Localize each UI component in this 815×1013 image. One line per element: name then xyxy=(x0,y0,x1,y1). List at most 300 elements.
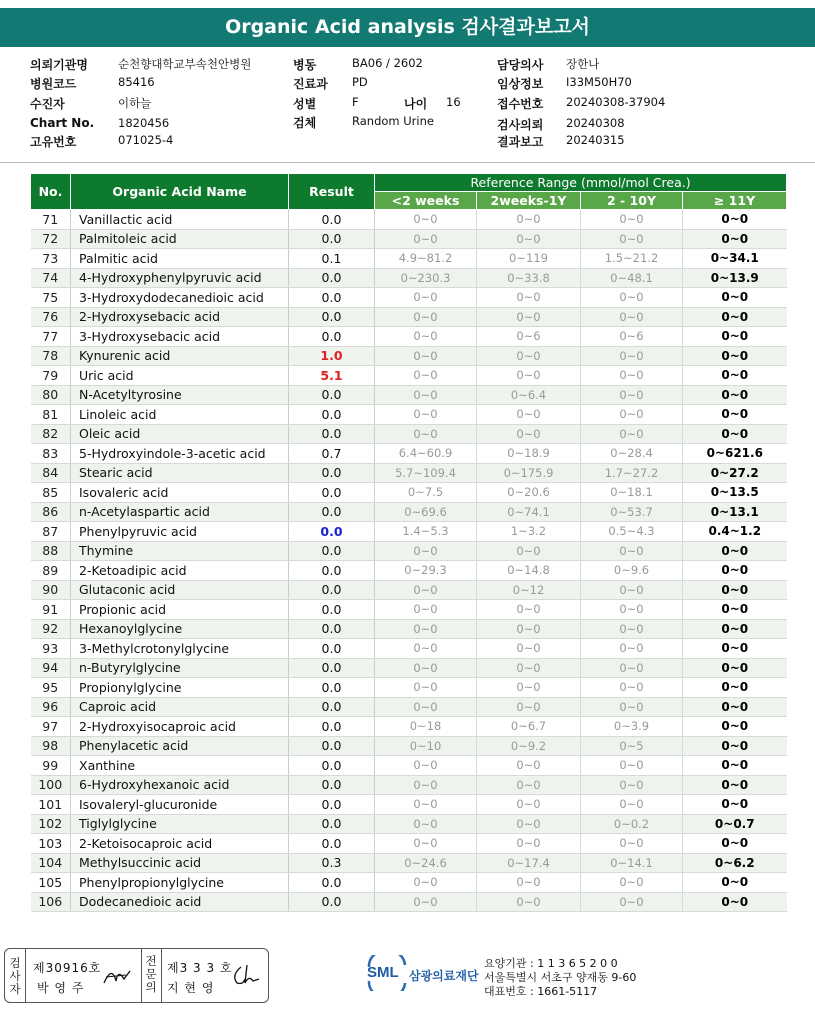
ref-under-2w: 0~0 xyxy=(375,366,477,386)
table-row xyxy=(31,658,787,678)
code-label: 병원코드 xyxy=(30,77,77,91)
result-text: 0.0 xyxy=(321,796,342,812)
acid-name: 4-Hydroxyphenylpyruvic acid xyxy=(71,268,289,288)
ref-under-2w: 0~69.6 xyxy=(375,502,477,522)
result-value xyxy=(289,697,375,717)
results-table xyxy=(30,173,787,912)
ref-2w-1y: 0~0 xyxy=(477,229,581,249)
ref-2w-1y: 0~0 xyxy=(477,658,581,678)
result-text: 0.1 xyxy=(321,250,342,266)
result-value xyxy=(289,580,375,600)
result-value xyxy=(289,736,375,756)
ref-2-10y: 0~9.6 xyxy=(581,561,683,581)
acid-name: Propionylglycine xyxy=(71,678,289,698)
ref-11y-plus: 0~6.2 xyxy=(683,853,787,873)
ref-11y-plus: 0~0 xyxy=(683,229,787,249)
examiner-label: 검사자 xyxy=(9,956,21,996)
row-number: 71 xyxy=(31,210,71,230)
unique-value: 071025-4 xyxy=(118,133,174,147)
care-code: 요양기관 : 1 1 3 6 5 2 0 0 xyxy=(484,957,618,970)
row-number: 94 xyxy=(31,658,71,678)
row-number: 74 xyxy=(31,268,71,288)
ref-2w-1y: 0~17.4 xyxy=(477,853,581,873)
ref-2w-1y: 0~119 xyxy=(477,249,581,269)
ref-11y-plus: 0~0 xyxy=(683,580,787,600)
col-header-result: Result xyxy=(289,174,375,210)
acid-name: 2-Hydroxyisocaproic acid xyxy=(71,717,289,737)
specialist-signature xyxy=(229,961,265,989)
result-text: 0.0 xyxy=(321,699,342,715)
ref-11y-plus: 0~0 xyxy=(683,385,787,405)
table-row xyxy=(31,288,787,308)
unique-label: 고유번호 xyxy=(30,135,77,149)
acid-name: Isovaleryl-glucuronide xyxy=(71,795,289,815)
result-value xyxy=(289,288,375,308)
result-value xyxy=(289,600,375,620)
ref-under-2w: 0~10 xyxy=(375,736,477,756)
ref-2-10y: 0~0 xyxy=(581,307,683,327)
result-text: 0.0 xyxy=(321,874,342,890)
ref-2w-1y: 0~0 xyxy=(477,678,581,698)
acid-name: n-Butyrylglycine xyxy=(71,658,289,678)
acid-name: Caproic acid xyxy=(71,697,289,717)
table-row xyxy=(31,522,787,542)
acid-name: Thymine xyxy=(71,541,289,561)
table-row xyxy=(31,327,787,347)
result-value xyxy=(289,853,375,873)
ref-2w-1y: 0~12 xyxy=(477,580,581,600)
acid-name: Oleic acid xyxy=(71,424,289,444)
ref-2-10y: 0~0 xyxy=(581,658,683,678)
ref-11y-plus: 0~621.6 xyxy=(683,444,787,464)
table-row xyxy=(31,385,787,405)
ref-11y-plus: 0~0 xyxy=(683,775,787,795)
result-text: 0.0 xyxy=(321,328,342,344)
ref-2-10y: 0~28.4 xyxy=(581,444,683,464)
acid-name: Tiglylglycine xyxy=(71,814,289,834)
ref-2-10y: 0~0 xyxy=(581,697,683,717)
acid-name: Stearic acid xyxy=(71,463,289,483)
table-row xyxy=(31,346,787,366)
ref-under-2w: 0~0 xyxy=(375,405,477,425)
ref-2-10y: 0~0 xyxy=(581,600,683,620)
table-row xyxy=(31,580,787,600)
result-text: 0.0 xyxy=(321,211,342,227)
ref-2w-1y: 0~0 xyxy=(477,541,581,561)
divider xyxy=(161,949,162,1002)
table-row xyxy=(31,541,787,561)
result-text: 0.0 xyxy=(321,757,342,773)
table-row xyxy=(31,639,787,659)
row-number: 85 xyxy=(31,483,71,503)
result-value xyxy=(289,229,375,249)
ref-2w-1y: 1~3.2 xyxy=(477,522,581,542)
age-label: 나이 xyxy=(404,97,428,111)
ref-2w-1y: 0~0 xyxy=(477,307,581,327)
ref-2-10y: 0~5 xyxy=(581,736,683,756)
ref-2w-1y: 0~0 xyxy=(477,873,581,893)
table-row xyxy=(31,561,787,581)
code-value: 85416 xyxy=(118,75,155,89)
receipt-label: 접수번호 xyxy=(497,97,544,111)
row-number: 96 xyxy=(31,697,71,717)
request-value: 20240308 xyxy=(566,116,625,130)
result-text: 0.0 xyxy=(321,309,342,325)
row-number: 95 xyxy=(31,678,71,698)
ref-2-10y: 0~0 xyxy=(581,756,683,776)
acid-name: Isovaleric acid xyxy=(71,483,289,503)
result-text: 0.0 xyxy=(321,270,342,286)
table-row xyxy=(31,366,787,386)
ref-2-10y: 0.5~4.3 xyxy=(581,522,683,542)
result-text: 0.0 xyxy=(321,406,342,422)
ref-under-2w: 0~0 xyxy=(375,678,477,698)
ref-2w-1y: 0~33.8 xyxy=(477,268,581,288)
ref-2w-1y: 0~0 xyxy=(477,424,581,444)
acid-name: Hexanoylglycine xyxy=(71,619,289,639)
col-header-reference: Reference Range (mmol/mol Crea.) xyxy=(375,174,787,192)
acid-name: 3-Hydroxysebacic acid xyxy=(71,327,289,347)
ref-2-10y: 0~0 xyxy=(581,892,683,912)
ref-2-10y: 0~0 xyxy=(581,541,683,561)
result-text: 0.0 xyxy=(321,504,342,520)
ref-under-2w: 0~7.5 xyxy=(375,483,477,503)
ref-2w-1y: 0~20.6 xyxy=(477,483,581,503)
clinical-label: 임상정보 xyxy=(497,77,544,91)
result-value xyxy=(289,717,375,737)
row-number: 97 xyxy=(31,717,71,737)
ref-under-2w: 0~29.3 xyxy=(375,561,477,581)
ref-under-2w: 0~0 xyxy=(375,385,477,405)
contact-info xyxy=(484,957,636,999)
row-number: 86 xyxy=(31,502,71,522)
ref-2w-1y: 0~0 xyxy=(477,697,581,717)
acid-name: Phenylpropionylglycine xyxy=(71,873,289,893)
address: 서울특별시 서초구 양재동 9-60 xyxy=(484,971,637,984)
ref-11y-plus: 0~13.5 xyxy=(683,483,787,503)
row-number: 72 xyxy=(31,229,71,249)
acid-name: N-Acetyltyrosine xyxy=(71,385,289,405)
ref-11y-plus: 0~0 xyxy=(683,424,787,444)
result-value xyxy=(289,795,375,815)
ref-2w-1y: 0~18.9 xyxy=(477,444,581,464)
ref-2w-1y: 0~0 xyxy=(477,756,581,776)
ref-2-10y: 0~0 xyxy=(581,619,683,639)
result-text: 0.0 xyxy=(321,231,342,247)
result-text: 0.0 xyxy=(321,465,342,481)
ref-under-2w: 0~0 xyxy=(375,541,477,561)
ref-2w-1y: 0~0 xyxy=(477,288,581,308)
ref-11y-plus: 0~0 xyxy=(683,697,787,717)
ref-11y-plus: 0~27.2 xyxy=(683,463,787,483)
acid-name: Vanillactic acid xyxy=(71,210,289,230)
acid-name: 3-Hydroxydodecanedioic acid xyxy=(71,288,289,308)
examiner-signature xyxy=(100,961,136,989)
table-row xyxy=(31,697,787,717)
table-row xyxy=(31,853,787,873)
acid-name: Phenylpyruvic acid xyxy=(71,522,289,542)
result-value xyxy=(289,483,375,503)
ref-2-10y: 1.7~27.2 xyxy=(581,463,683,483)
result-value xyxy=(289,424,375,444)
result-value xyxy=(289,385,375,405)
specialist-no: 제3 3 3 호 xyxy=(167,961,233,975)
row-number: 84 xyxy=(31,463,71,483)
result-text: 0.0 xyxy=(321,894,342,910)
ref-under-2w: 0~0 xyxy=(375,346,477,366)
result-value xyxy=(289,366,375,386)
divider xyxy=(25,949,26,1002)
ref-11y-plus: 0~0 xyxy=(683,366,787,386)
result-value xyxy=(289,249,375,269)
receipt-value: 20240308-37904 xyxy=(566,95,666,109)
table-row xyxy=(31,463,787,483)
result-text: 0.0 xyxy=(321,816,342,832)
table-row xyxy=(31,892,787,912)
acid-name: Propionic acid xyxy=(71,600,289,620)
ref-11y-plus: 0~0 xyxy=(683,678,787,698)
ref-under-2w: 0~18 xyxy=(375,717,477,737)
ref-2w-1y: 0~0 xyxy=(477,892,581,912)
ref-2-10y: 1.5~21.2 xyxy=(581,249,683,269)
ref-under-2w: 0~0 xyxy=(375,658,477,678)
table-row xyxy=(31,795,787,815)
row-number: 80 xyxy=(31,385,71,405)
clinical-value: I33M50H70 xyxy=(566,75,632,89)
sex-value: F xyxy=(352,95,359,109)
result-value xyxy=(289,619,375,639)
row-number: 81 xyxy=(31,405,71,425)
table-row xyxy=(31,814,787,834)
ref-under-2w: 0~0 xyxy=(375,834,477,854)
ref-2-10y: 0~0 xyxy=(581,678,683,698)
ref-2-10y: 0~18.1 xyxy=(581,483,683,503)
ref-under-2w: 1.4~5.3 xyxy=(375,522,477,542)
specimen-label: 검체 xyxy=(293,116,317,130)
results-body xyxy=(31,210,787,912)
result-text: 0.0 xyxy=(320,523,343,539)
result-value xyxy=(289,561,375,581)
acid-name: Kynurenic acid xyxy=(71,346,289,366)
specialist-label: 전문의 xyxy=(145,954,157,994)
row-number: 93 xyxy=(31,639,71,659)
result-text: 0.0 xyxy=(321,426,342,442)
result-value xyxy=(289,405,375,425)
result-value xyxy=(289,522,375,542)
patient-label: 수진자 xyxy=(30,97,65,111)
ref-11y-plus: 0~0 xyxy=(683,541,787,561)
ref-2-10y: 0~0 xyxy=(581,366,683,386)
result-value xyxy=(289,639,375,659)
result-text: 0.0 xyxy=(321,543,342,559)
table-row xyxy=(31,424,787,444)
acid-name: Palmitic acid xyxy=(71,249,289,269)
ref-2-10y: 0~0 xyxy=(581,795,683,815)
ref-under-2w: 6.4~60.9 xyxy=(375,444,477,464)
doctor-value: 장한나 xyxy=(566,57,600,71)
table-row xyxy=(31,444,787,464)
table-row xyxy=(31,600,787,620)
specimen-value: Random Urine xyxy=(352,114,434,128)
table-row xyxy=(31,834,787,854)
ref-under-2w: 0~230.3 xyxy=(375,268,477,288)
result-text: 0.3 xyxy=(321,855,342,871)
col-header-name: Organic Acid Name xyxy=(71,174,289,210)
acid-name: Palmitoleic acid xyxy=(71,229,289,249)
col-header-no: No. xyxy=(31,174,71,210)
ref-11y-plus: 0~0 xyxy=(683,834,787,854)
ref-col-2-10y: 2 - 10Y xyxy=(581,192,683,210)
result-text: 0.0 xyxy=(321,484,342,500)
ref-under-2w: 0~0 xyxy=(375,639,477,659)
ref-under-2w: 0~0 xyxy=(375,775,477,795)
row-number: 90 xyxy=(31,580,71,600)
ward-value: BA06 / 2602 xyxy=(352,56,423,70)
row-number: 87 xyxy=(31,522,71,542)
result-text: 0.0 xyxy=(321,835,342,851)
ref-11y-plus: 0.4~1.2 xyxy=(683,522,787,542)
examiner-no: 제30916호 xyxy=(33,961,102,975)
row-number: 73 xyxy=(31,249,71,269)
ref-2w-1y: 0~9.2 xyxy=(477,736,581,756)
acid-name: Linoleic acid xyxy=(71,405,289,425)
ref-under-2w: 0~0 xyxy=(375,580,477,600)
ref-2-10y: 0~0 xyxy=(581,210,683,230)
signature-box xyxy=(4,948,269,1003)
ref-11y-plus: 0~0 xyxy=(683,561,787,581)
table-row xyxy=(31,307,787,327)
ref-2-10y: 0~0 xyxy=(581,288,683,308)
ref-2-10y: 0~3.9 xyxy=(581,717,683,737)
result-value xyxy=(289,873,375,893)
ref-11y-plus: 0~0 xyxy=(683,307,787,327)
acid-name: n-Acetylaspartic acid xyxy=(71,502,289,522)
org-name: 삼광의료재단 xyxy=(409,969,479,983)
logo-text: SML xyxy=(367,964,399,981)
result-value xyxy=(289,834,375,854)
ref-col-2w-1y: 2weeks-1Y xyxy=(477,192,581,210)
result-value xyxy=(289,268,375,288)
row-number: 102 xyxy=(31,814,71,834)
ref-under-2w: 4.9~81.2 xyxy=(375,249,477,269)
ref-2w-1y: 0~74.1 xyxy=(477,502,581,522)
ref-11y-plus: 0~0 xyxy=(683,346,787,366)
acid-name: Xanthine xyxy=(71,756,289,776)
request-label: 검사의뢰 xyxy=(497,118,544,132)
dept-value: PD xyxy=(352,75,368,89)
result-value xyxy=(289,444,375,464)
acid-name: Glutaconic acid xyxy=(71,580,289,600)
report-date-value: 20240315 xyxy=(566,133,625,147)
ref-11y-plus: 0~13.1 xyxy=(683,502,787,522)
acid-name: 6-Hydroxyhexanoic acid xyxy=(71,775,289,795)
ref-2-10y: 0~0 xyxy=(581,580,683,600)
ref-under-2w: 0~0 xyxy=(375,619,477,639)
patient-value: 이하늘 xyxy=(118,96,152,110)
patient-info xyxy=(0,52,815,152)
hospital-label: 의뢰기관명 xyxy=(30,58,88,72)
result-text: 0.0 xyxy=(321,289,342,305)
ref-11y-plus: 0~34.1 xyxy=(683,249,787,269)
result-text: 0.0 xyxy=(321,640,342,656)
acid-name: Methylsuccinic acid xyxy=(71,853,289,873)
specialist-name: 지 현 영 xyxy=(167,981,215,995)
ref-2w-1y: 0~6.4 xyxy=(477,385,581,405)
row-number: 100 xyxy=(31,775,71,795)
ref-under-2w: 0~0 xyxy=(375,756,477,776)
row-number: 78 xyxy=(31,346,71,366)
row-number: 89 xyxy=(31,561,71,581)
result-text: 0.0 xyxy=(321,582,342,598)
ref-under-2w: 0~0 xyxy=(375,873,477,893)
ref-2w-1y: 0~0 xyxy=(477,834,581,854)
ref-2-10y: 0~53.7 xyxy=(581,502,683,522)
table-row xyxy=(31,249,787,269)
row-number: 88 xyxy=(31,541,71,561)
ref-col-11y-plus: ≥ 11Y xyxy=(683,192,787,210)
ref-under-2w: 0~0 xyxy=(375,600,477,620)
result-value xyxy=(289,658,375,678)
report-title: Organic Acid analysis 검사결과보고서 xyxy=(0,8,815,47)
ref-under-2w: 0~0 xyxy=(375,424,477,444)
ref-2-10y: 0~0 xyxy=(581,639,683,659)
result-text: 1.0 xyxy=(320,348,343,364)
table-row xyxy=(31,229,787,249)
ref-11y-plus: 0~0 xyxy=(683,717,787,737)
ref-2w-1y: 0~0 xyxy=(477,775,581,795)
result-text: 0.0 xyxy=(321,738,342,754)
acid-name: 2-Ketoisocaproic acid xyxy=(71,834,289,854)
ref-11y-plus: 0~0 xyxy=(683,658,787,678)
ref-2-10y: 0~0 xyxy=(581,834,683,854)
ref-under-2w: 0~24.6 xyxy=(375,853,477,873)
table-row xyxy=(31,736,787,756)
table-row xyxy=(31,210,787,230)
age-value: 16 xyxy=(446,95,461,109)
ref-under-2w: 0~0 xyxy=(375,210,477,230)
table-row xyxy=(31,619,787,639)
ref-2w-1y: 0~0 xyxy=(477,639,581,659)
row-number: 91 xyxy=(31,600,71,620)
ref-under-2w: 0~0 xyxy=(375,229,477,249)
ref-under-2w: 0~0 xyxy=(375,892,477,912)
table-row xyxy=(31,775,787,795)
result-value xyxy=(289,307,375,327)
ref-2-10y: 0~0 xyxy=(581,385,683,405)
acid-name: 5-Hydroxyindole-3-acetic acid xyxy=(71,444,289,464)
ref-2w-1y: 0~0 xyxy=(477,405,581,425)
chart-label: Chart No. xyxy=(30,116,95,130)
ref-under-2w: 0~0 xyxy=(375,327,477,347)
ref-2w-1y: 0~0 xyxy=(477,366,581,386)
row-number: 99 xyxy=(31,756,71,776)
row-number: 104 xyxy=(31,853,71,873)
ref-11y-plus: 0~13.9 xyxy=(683,268,787,288)
ref-11y-plus: 0~0 xyxy=(683,756,787,776)
ref-under-2w: 0~0 xyxy=(375,814,477,834)
acid-name: 3-Methylcrotonylglycine xyxy=(71,639,289,659)
ref-2-10y: 0~0 xyxy=(581,424,683,444)
ref-2-10y: 0~0 xyxy=(581,873,683,893)
result-value xyxy=(289,210,375,230)
dept-label: 진료과 xyxy=(293,77,328,91)
ref-under-2w: 0~0 xyxy=(375,795,477,815)
report-date-label: 결과보고 xyxy=(497,135,544,149)
result-value xyxy=(289,775,375,795)
result-text: 0.0 xyxy=(321,777,342,793)
ref-11y-plus: 0~0 xyxy=(683,600,787,620)
row-number: 75 xyxy=(31,288,71,308)
